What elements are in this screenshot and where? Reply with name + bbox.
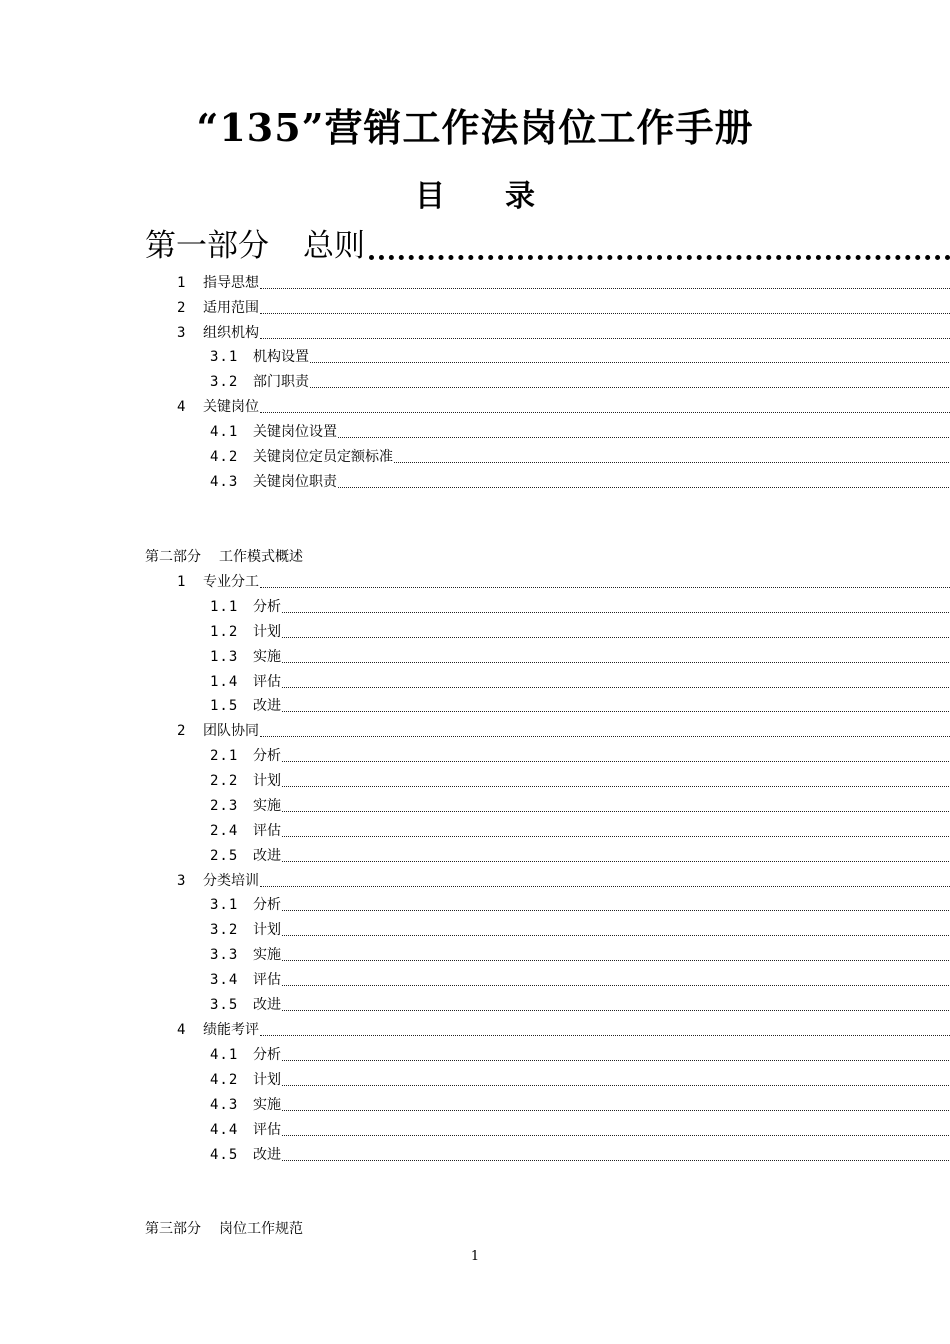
toc-entry-number: 2.1 xyxy=(210,748,239,764)
toc-heading-right: 录 xyxy=(505,179,535,214)
toc-entry-text: 评估 xyxy=(253,972,281,988)
dot-leader xyxy=(282,934,950,936)
toc-entry-number: 3.4 xyxy=(210,972,239,988)
toc-subentry[interactable] xyxy=(210,795,950,817)
toc-entry-text: 专业分工 xyxy=(203,574,259,590)
toc-entry-number: 1 xyxy=(177,574,186,590)
toc-entry-number: 3.1 xyxy=(210,349,239,365)
document-title: “135”营销工作法岗位工作手册 xyxy=(196,105,754,150)
toc-subentry[interactable] xyxy=(210,346,950,368)
toc-entry-number: 2.4 xyxy=(210,823,239,839)
toc-subentry[interactable] xyxy=(210,621,950,643)
toc-subentry[interactable] xyxy=(210,919,950,941)
toc-entry-text: 评估 xyxy=(253,1122,281,1138)
toc-entry-text: 绩能考评 xyxy=(203,1022,259,1038)
dot-leader xyxy=(282,611,950,613)
toc-entry-number: 4.3 xyxy=(210,474,239,490)
dot-leader xyxy=(310,361,950,363)
dot-leader xyxy=(282,1059,950,1061)
toc-entry-number: 2.3 xyxy=(210,798,239,814)
toc-subentry[interactable] xyxy=(210,371,950,393)
part-2-label: 第二部分 xyxy=(145,549,201,565)
toc-subentry[interactable] xyxy=(210,845,950,867)
toc-entry-text: 改进 xyxy=(253,997,281,1013)
toc-part-1[interactable] xyxy=(145,226,950,266)
dot-leader xyxy=(338,436,950,438)
toc-entry-number: 4.4 xyxy=(210,1122,239,1138)
toc-entry-number: 3.2 xyxy=(210,374,239,390)
dot-leader xyxy=(394,461,950,463)
dot-leader xyxy=(282,835,950,837)
toc-subentry[interactable] xyxy=(210,1119,950,1141)
toc-entry-text: 计划 xyxy=(253,922,281,938)
toc-entry-text: 改进 xyxy=(253,1147,281,1163)
dot-leader xyxy=(282,1084,950,1086)
toc-subentry[interactable] xyxy=(210,646,950,668)
toc-entry-number: 4.1 xyxy=(210,1047,239,1063)
toc-entry-number: 4 xyxy=(177,1022,186,1038)
toc-entry-text: 关键岗位设置 xyxy=(253,424,337,440)
dot-leader xyxy=(260,287,950,289)
toc-entry-number: 1.1 xyxy=(210,599,239,615)
toc-subentry[interactable] xyxy=(210,695,950,717)
part-2-name: 工作模式概述 xyxy=(219,549,303,565)
toc-subentry[interactable] xyxy=(210,745,950,767)
dot-leader xyxy=(282,984,950,986)
toc-entry-text: 计划 xyxy=(253,1072,281,1088)
toc-entry[interactable] xyxy=(177,870,950,892)
toc-entry-number: 1.4 xyxy=(210,674,239,690)
part-3-label: 第三部分 xyxy=(145,1221,201,1237)
toc-entry-number: 3.1 xyxy=(210,897,239,913)
toc-entry-text: 评估 xyxy=(253,674,281,690)
page-number: 1 xyxy=(470,1249,480,1264)
toc-subentry[interactable] xyxy=(210,770,950,792)
dot-leader xyxy=(282,810,950,812)
toc-subentry[interactable] xyxy=(210,446,950,468)
toc-entry-number: 2 xyxy=(177,300,186,316)
toc-entry-number: 4 xyxy=(177,399,186,415)
part-1-label: 第一部分 xyxy=(145,228,269,264)
toc-entry[interactable] xyxy=(177,322,950,344)
toc-subentry[interactable] xyxy=(210,1044,950,1066)
dot-leader xyxy=(260,337,950,339)
toc-entry-number: 2 xyxy=(177,723,186,739)
toc-entry-text: 实施 xyxy=(253,798,281,814)
part-3-name: 岗位工作规范 xyxy=(219,1221,303,1237)
toc-entry-text: 机构设置 xyxy=(253,349,309,365)
dot-leader xyxy=(282,1134,950,1136)
dot-leader xyxy=(282,785,950,787)
toc-entry-number: 4.1 xyxy=(210,424,239,440)
toc-entry-number: 2.5 xyxy=(210,848,239,864)
toc-entry-text: 部门职责 xyxy=(253,374,309,390)
toc-entry-text: 分类培训 xyxy=(203,873,259,889)
toc-entry-text: 分析 xyxy=(253,1047,281,1063)
toc-entry-text: 计划 xyxy=(253,624,281,640)
toc-entry[interactable] xyxy=(177,396,950,418)
toc-entry[interactable] xyxy=(177,272,950,294)
toc-entry-text: 实施 xyxy=(253,947,281,963)
toc-entry-number: 3 xyxy=(177,873,186,889)
toc-heading-left: 目 xyxy=(415,179,445,214)
dot-leader xyxy=(282,959,950,961)
toc-heading xyxy=(0,174,950,220)
dot-leader xyxy=(310,386,950,388)
toc-subentry[interactable] xyxy=(210,994,950,1016)
toc-entry-text: 组织机构 xyxy=(203,325,259,341)
dot-leader xyxy=(260,1034,950,1036)
toc-entry[interactable] xyxy=(177,1019,950,1041)
toc-entry-text: 关键岗位 xyxy=(203,399,259,415)
toc-subentry[interactable] xyxy=(210,596,950,618)
toc-subentry[interactable] xyxy=(210,894,950,916)
toc-entry-text: 实施 xyxy=(253,1097,281,1113)
dot-leader xyxy=(260,411,950,413)
toc-part-3[interactable] xyxy=(145,1218,303,1240)
toc-entry-text: 计划 xyxy=(253,773,281,789)
dot-leader xyxy=(338,486,950,488)
dot-leader xyxy=(282,1159,950,1161)
toc-subentry[interactable] xyxy=(210,944,950,966)
toc-entry-number: 2.2 xyxy=(210,773,239,789)
toc-entry-number: 3.5 xyxy=(210,997,239,1013)
dot-leader xyxy=(260,586,950,588)
toc-entry-number: 3 xyxy=(177,325,186,341)
dot-leader xyxy=(282,710,950,712)
toc-entry-number: 1.2 xyxy=(210,624,239,640)
dot-leader xyxy=(282,1109,950,1111)
dot-leader xyxy=(282,1009,950,1011)
toc-entry-text: 分析 xyxy=(253,599,281,615)
toc-subentry[interactable] xyxy=(210,671,950,693)
toc-entry-text: 评估 xyxy=(253,823,281,839)
toc-part-2[interactable] xyxy=(145,546,303,568)
toc-entry-text: 关键岗位职责 xyxy=(253,474,337,490)
part-1-name: 总则 xyxy=(303,228,365,264)
toc-entry-text: 关键岗位定员定额标准 xyxy=(253,449,393,465)
toc-subentry[interactable] xyxy=(210,421,950,443)
toc-entry[interactable] xyxy=(177,720,950,742)
toc-entry-text: 改进 xyxy=(253,848,281,864)
toc-entry-text: 实施 xyxy=(253,649,281,665)
dot-leader xyxy=(260,735,950,737)
dot-leader xyxy=(282,636,950,638)
dot-leader xyxy=(282,909,950,911)
toc-entry-number: 3.2 xyxy=(210,922,239,938)
toc-entry-text: 分析 xyxy=(253,897,281,913)
toc-entry-text: 分析 xyxy=(253,748,281,764)
toc-entry-text: 指导思想 xyxy=(203,275,259,291)
toc-subentry[interactable] xyxy=(210,820,950,842)
toc-entry-number: 1.3 xyxy=(210,649,239,665)
toc-subentry[interactable] xyxy=(210,969,950,991)
toc-entry-text: 改进 xyxy=(253,698,281,714)
toc-entry-number: 4.2 xyxy=(210,1072,239,1088)
toc-subentry[interactable] xyxy=(210,1069,950,1091)
dot-leader xyxy=(369,254,950,260)
toc-subentry[interactable] xyxy=(210,1094,950,1116)
toc-entry-number: 4.5 xyxy=(210,1147,239,1163)
toc-subentry[interactable] xyxy=(210,1144,950,1166)
dot-leader xyxy=(282,661,950,663)
toc-subentry[interactable] xyxy=(210,471,950,493)
dot-leader xyxy=(282,760,950,762)
dot-leader xyxy=(260,312,950,314)
toc-entry-text: 适用范围 xyxy=(203,300,259,316)
toc-entry-number: 4.3 xyxy=(210,1097,239,1113)
dot-leader xyxy=(282,860,950,862)
toc-entry-text: 团队协同 xyxy=(203,723,259,739)
toc-entry-number: 1.5 xyxy=(210,698,239,714)
toc-entry[interactable] xyxy=(177,571,950,593)
toc-entry-number: 4.2 xyxy=(210,449,239,465)
dot-leader xyxy=(260,885,950,887)
toc-entry-number: 3.3 xyxy=(210,947,239,963)
dot-leader xyxy=(282,686,950,688)
toc-entry-number: 1 xyxy=(177,275,186,291)
toc-entry[interactable] xyxy=(177,297,950,319)
